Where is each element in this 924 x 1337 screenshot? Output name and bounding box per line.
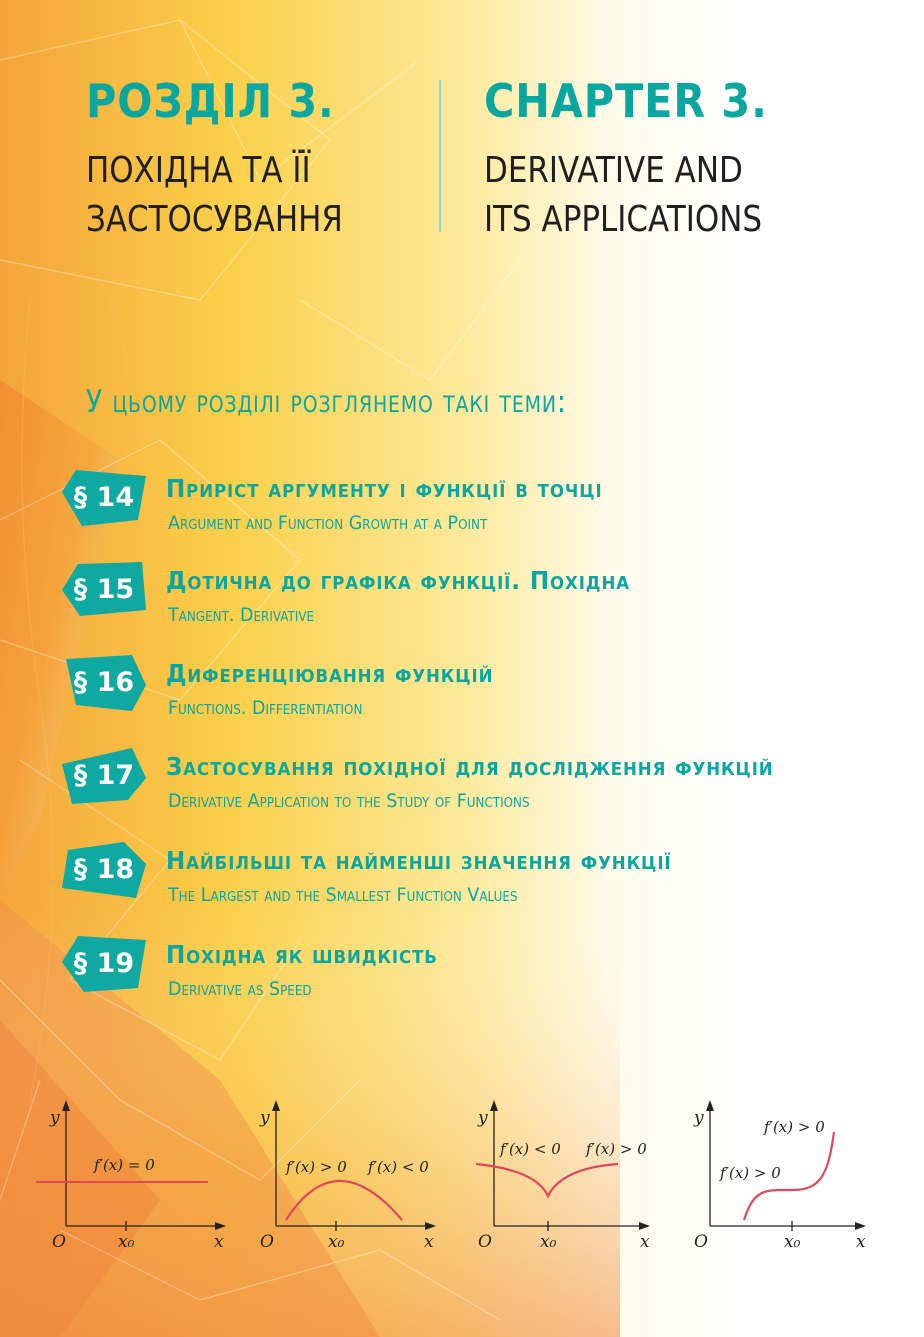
graph-maximum <box>250 1098 450 1258</box>
derivative-label: f′(x) < 0 <box>500 1140 561 1158</box>
y-axis-label: y <box>50 1108 60 1128</box>
topic-title-en: Argument and Function Growth at a Point <box>168 512 488 534</box>
x-axis-label: x <box>856 1232 866 1252</box>
chapter-title-en: CHAPTER 3. <box>484 74 768 128</box>
derivative-label: f′(x) > 0 <box>720 1164 781 1182</box>
x-axis-arrow <box>639 1222 650 1230</box>
topic-item-16[interactable] <box>0 655 924 735</box>
section-number: § 14 <box>73 482 135 513</box>
derivative-label: f′(x) > 0 <box>764 1118 825 1136</box>
chapter-subtitle-en-line: ITS APPLICATIONS <box>484 199 763 240</box>
topic-title-en: Tangent. Derivative <box>168 604 315 626</box>
y-axis-label: y <box>694 1108 704 1128</box>
topic-title-en: The Largest and the Smallest Function Values <box>168 884 518 906</box>
topic-title-ua: Застосування похідної для дослідження функцій <box>166 752 774 781</box>
x0-label: x₀ <box>540 1232 557 1252</box>
graph-svg <box>34 1098 234 1258</box>
x0-label: x₀ <box>784 1232 801 1252</box>
topic-title-ua: Похідна як швидкість <box>166 940 438 969</box>
chapter-title-ua: РОЗДІЛ 3. <box>86 74 335 128</box>
topic-title-en: Derivative as Speed <box>168 978 312 1000</box>
graph-svg <box>466 1098 666 1258</box>
chapter-subtitle-ua-line: ПОХІДНА ТА ЇЇ <box>86 150 311 191</box>
x-axis-label: x <box>214 1232 224 1252</box>
derivative-label: f′(x) > 0 <box>586 1140 647 1158</box>
origin-label: O <box>478 1232 492 1252</box>
topic-title-ua: Диференціювання функцій <box>166 659 494 688</box>
section-badge <box>62 655 146 711</box>
x-axis-label: x <box>640 1232 650 1252</box>
x-axis-arrow <box>855 1222 866 1230</box>
topic-title-en: Derivative Application to the Study of Functions <box>168 790 530 812</box>
topics-intro: У цьому розділі розглянемо такі теми: <box>86 384 567 420</box>
section-badge <box>62 562 146 618</box>
chapter-subtitle-ua-line: ЗАСТОСУВАННЯ <box>86 199 343 240</box>
topic-item-14[interactable] <box>0 470 924 550</box>
graph-increasing <box>684 1098 884 1258</box>
topic-item-17[interactable] <box>0 748 924 828</box>
divider <box>439 80 441 232</box>
topic-item-19[interactable] <box>0 936 924 1016</box>
topic-title-en: Functions. Differentiation <box>168 697 363 719</box>
topic-item-18[interactable] <box>0 842 924 922</box>
derivative-label: f′(x) < 0 <box>368 1158 429 1176</box>
derivative-label: f′(x) = 0 <box>94 1156 155 1174</box>
x-axis-label: x <box>424 1232 434 1252</box>
curve <box>476 1164 618 1196</box>
origin-label: O <box>52 1232 66 1252</box>
derivative-label: f′(x) > 0 <box>286 1158 347 1176</box>
x-axis-arrow <box>425 1222 436 1230</box>
section-badge <box>62 748 146 804</box>
y-axis-arrow <box>706 1100 714 1111</box>
x0-label: x₀ <box>328 1232 345 1252</box>
graph-svg <box>684 1098 884 1258</box>
y-axis-arrow <box>62 1100 70 1111</box>
section-badge <box>62 842 146 898</box>
topic-title-ua: Дотична до графіка функції. Похідна <box>166 566 630 595</box>
graph-constant <box>34 1098 234 1258</box>
section-badge <box>62 936 146 992</box>
chapter-subtitle-en-line: DERIVATIVE AND <box>484 150 743 191</box>
graph-minimum <box>466 1098 666 1258</box>
y-axis-label: y <box>478 1108 488 1128</box>
section-number: § 16 <box>73 667 135 698</box>
section-number: § 18 <box>73 854 135 885</box>
x-axis-arrow <box>215 1222 226 1230</box>
topic-title-ua: Приріст аргументу і функції в точці <box>166 474 603 503</box>
curve <box>286 1181 402 1220</box>
x0-label: x₀ <box>118 1232 135 1252</box>
section-badge <box>62 470 146 526</box>
chapter-subtitle-en <box>484 146 762 244</box>
topic-item-15[interactable] <box>0 562 924 642</box>
chapter-subtitle-ua <box>86 146 343 244</box>
y-axis-arrow <box>490 1100 498 1111</box>
y-axis-label: y <box>260 1108 270 1128</box>
section-number: § 19 <box>73 948 135 979</box>
origin-label: O <box>694 1232 708 1252</box>
origin-label: O <box>260 1232 274 1252</box>
section-number: § 15 <box>73 574 135 605</box>
graph-svg <box>250 1098 450 1258</box>
section-number: § 17 <box>73 760 135 791</box>
topic-title-ua: Найбільші та найменші значення функції <box>166 846 672 875</box>
y-axis-arrow <box>272 1100 280 1111</box>
